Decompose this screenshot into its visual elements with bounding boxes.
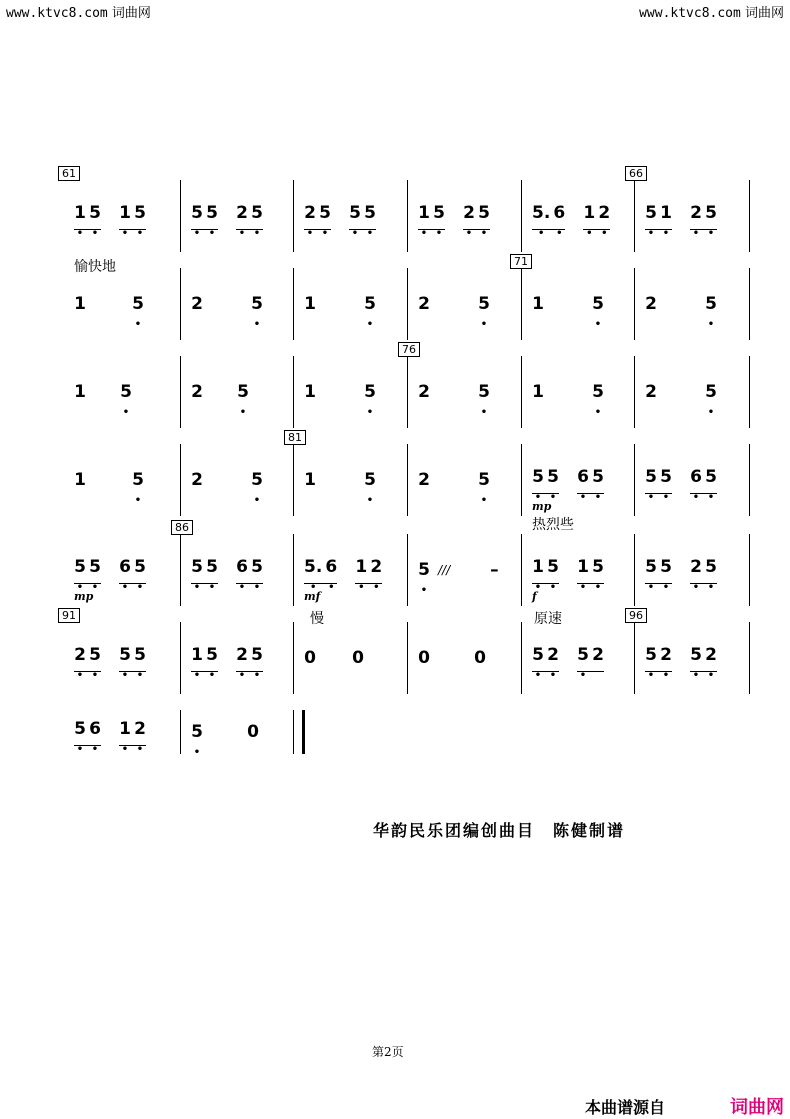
beamed-group — [236, 556, 263, 593]
measure — [634, 444, 748, 516]
measure — [180, 710, 293, 758]
note: 2 — [592, 644, 604, 665]
rehearsal-mark: 66 — [625, 166, 647, 181]
note: 5 • — [364, 202, 376, 239]
beamed-group — [191, 644, 218, 681]
measure — [175, 521, 293, 606]
note: 5. • — [304, 556, 323, 593]
note: 2 — [645, 294, 657, 314]
note: 2 • — [463, 202, 475, 239]
beamed-group — [119, 202, 146, 239]
note: 5 • — [478, 202, 490, 239]
beamed-group — [645, 644, 672, 681]
note: 5 • — [132, 470, 144, 506]
note: 6 • — [325, 556, 338, 593]
beamed-group — [74, 202, 101, 239]
note: 5 • — [690, 644, 702, 681]
note: 2 — [191, 382, 203, 402]
beamed-group — [74, 644, 101, 681]
note: 5 • — [319, 202, 331, 239]
note: 1 • — [119, 718, 131, 755]
note: 0 — [247, 722, 259, 742]
beamed-group — [532, 644, 559, 681]
note: 5 • — [364, 382, 376, 418]
measure — [407, 444, 521, 516]
note: 5 • — [251, 644, 263, 681]
note: 6 • — [119, 556, 131, 593]
beamed-group — [418, 202, 445, 239]
note: 2 — [418, 294, 430, 314]
measure — [293, 611, 407, 694]
note: 5 • — [478, 294, 490, 330]
beamed-group — [119, 718, 146, 755]
note: 5 • — [592, 294, 604, 330]
note: 2 • — [690, 202, 702, 239]
beamed-group — [532, 466, 559, 513]
measure — [521, 180, 634, 252]
note: 0 — [474, 648, 486, 668]
beamed-group — [690, 202, 717, 239]
score-row-4 — [0, 431, 790, 534]
note: 1 — [532, 294, 544, 314]
note: 5 • — [132, 294, 144, 330]
note: 5 • — [74, 556, 86, 593]
beamed-group — [583, 202, 611, 239]
beamed-group — [577, 466, 604, 503]
note: 6 • — [236, 556, 248, 593]
measure — [521, 444, 634, 516]
measure — [407, 268, 521, 340]
note: 5 • — [251, 556, 263, 593]
measure — [74, 534, 180, 606]
measure — [514, 255, 634, 340]
note: 2 — [191, 294, 203, 314]
note: 5 • — [191, 202, 203, 239]
note: 5 • — [134, 556, 146, 593]
page-number: 第2页 — [372, 1045, 404, 1059]
note: 2 • — [547, 644, 559, 681]
note: 2 • — [74, 644, 86, 681]
note: 5. • — [532, 202, 551, 239]
score-row-2 — [0, 255, 790, 358]
note: 5 • — [577, 644, 589, 681]
note: 2 • — [705, 644, 717, 681]
note: 5 • — [364, 470, 376, 506]
note: 1 • — [119, 202, 131, 239]
beamed-group — [74, 556, 101, 603]
note: 5 • — [645, 466, 657, 503]
source-site-logo: 词曲网 — [730, 1097, 784, 1118]
measure — [74, 710, 180, 754]
note: 5 • — [191, 556, 203, 593]
note: 1 • — [660, 202, 672, 239]
measure — [407, 622, 521, 694]
measure — [62, 167, 180, 252]
note: 5 • — [705, 466, 717, 503]
measure — [180, 356, 293, 428]
note: 5 • — [705, 202, 717, 239]
expression-annotation: 热烈些 — [532, 517, 574, 533]
score-row-1 — [0, 167, 790, 270]
note: 2 • — [370, 556, 383, 593]
measure — [629, 609, 748, 694]
beamed-group — [349, 202, 376, 239]
note: 5 • — [532, 644, 544, 681]
note: 1 • — [583, 202, 596, 239]
note: 5 • — [206, 644, 218, 681]
beamed-group — [690, 644, 717, 681]
measure — [74, 356, 180, 428]
note: 2 — [418, 382, 430, 402]
note: 2 — [191, 470, 203, 490]
note: 5 • — [251, 470, 263, 506]
note: 6 • — [89, 718, 101, 755]
note: 2 • — [598, 202, 611, 239]
watermark-name: 词曲网 — [111, 6, 151, 21]
beamed-group — [645, 466, 672, 503]
rehearsal-mark: 81 — [284, 430, 306, 445]
note: 5 • — [592, 382, 604, 418]
note: 1 • — [191, 644, 203, 681]
rehearsal-mark: 91 — [58, 608, 80, 623]
watermark-domain: www.ktvc8.com — [6, 6, 108, 21]
measure — [293, 268, 407, 340]
measure — [521, 517, 634, 606]
beamed-group — [645, 556, 672, 593]
note: 6 • — [577, 466, 589, 503]
source-label: 本曲谱源自 — [585, 1098, 666, 1117]
beamed-group — [119, 644, 146, 681]
note: 5 • — [89, 556, 101, 593]
measure — [521, 611, 634, 694]
measure — [402, 343, 521, 428]
note: 5 • — [592, 466, 604, 503]
note: 5 • — [478, 470, 490, 506]
beamed-group — [236, 644, 263, 681]
measure — [634, 534, 748, 606]
beamed-group — [191, 202, 218, 239]
rehearsal-mark: 71 — [510, 254, 532, 269]
measure — [180, 268, 293, 340]
watermark-domain: www.ktvc8.com — [639, 6, 741, 21]
note: 2 • — [134, 718, 146, 755]
note: 5 • — [120, 382, 132, 418]
rehearsal-mark: 61 — [58, 166, 80, 181]
watermark-name: 词曲网 — [744, 6, 784, 21]
beamed-group — [577, 644, 604, 681]
note: 5 • — [478, 382, 490, 418]
beamed-group — [304, 202, 331, 239]
beamed-group — [463, 202, 490, 239]
measure — [74, 259, 180, 340]
score-row-6 — [0, 609, 790, 712]
dynamic-mark: mf — [304, 589, 321, 603]
dynamic-mark: mp — [532, 499, 552, 513]
tempo-annotation: 慢 — [310, 611, 324, 627]
measure — [293, 180, 407, 252]
note: 5 • — [660, 556, 672, 593]
score-row-5 — [0, 517, 790, 624]
note: 0 — [418, 648, 430, 668]
measure — [180, 622, 293, 694]
note: 5 • — [89, 644, 101, 681]
note: 5 • — [251, 294, 263, 330]
note: 1 — [74, 294, 86, 314]
rehearsal-mark: 96 — [625, 608, 647, 623]
note: 5 • — [645, 644, 657, 681]
note: 5 • — [433, 202, 445, 239]
note: 2 — [645, 382, 657, 402]
tremolo-mark: /// — [438, 563, 451, 577]
note: 5 • — [206, 556, 218, 593]
note: 5 • — [660, 466, 672, 503]
note: 2 • — [304, 202, 316, 239]
note: 5 • — [532, 466, 544, 503]
watermark-left — [6, 2, 151, 21]
measure — [521, 356, 634, 428]
final-barline — [293, 710, 305, 754]
note: 2 • — [690, 556, 702, 593]
note: 0 — [304, 648, 316, 668]
score-row-7 — [0, 710, 790, 800]
tempo-annotation: 原速 — [534, 611, 562, 627]
note: 5 • — [119, 644, 131, 681]
rehearsal-mark: 86 — [171, 520, 193, 535]
note: 5 • — [705, 294, 717, 330]
note: 1 — [532, 382, 544, 402]
note: 0 — [352, 648, 364, 668]
note: 5 • — [705, 382, 717, 418]
note: 6 • — [553, 202, 566, 239]
note: 5 • — [134, 644, 146, 681]
beamed-group — [191, 556, 218, 593]
measure — [634, 268, 748, 340]
measure — [407, 180, 521, 252]
beamed-group — [355, 556, 383, 593]
note: 5 • — [705, 556, 717, 593]
measure — [293, 534, 407, 606]
note: 2 • — [660, 644, 672, 681]
measure — [293, 356, 407, 428]
beamed-group — [645, 202, 672, 239]
note: 5 • — [89, 202, 101, 239]
note: 1 • — [532, 556, 544, 593]
note: 1 • — [74, 202, 86, 239]
extension-dash: – — [490, 560, 499, 580]
note: 1 • — [577, 556, 589, 593]
dynamic-mark: f — [532, 589, 537, 603]
beamed-group — [532, 202, 566, 239]
note: 2 • — [236, 644, 248, 681]
note: 5 • — [206, 202, 218, 239]
note: 1 — [74, 382, 86, 402]
note: 5 • — [645, 556, 657, 593]
rehearsal-mark: 76 — [398, 342, 420, 357]
measure — [180, 444, 293, 516]
note: 5 • — [74, 718, 86, 755]
beamed-group — [236, 202, 263, 239]
note: 2 — [418, 470, 430, 490]
note: 1 — [304, 470, 316, 490]
measure — [74, 444, 180, 516]
measure — [407, 534, 521, 606]
note: 6 • — [690, 466, 702, 503]
note: 5 • — [237, 382, 249, 418]
note: 5 • — [191, 722, 203, 758]
note: 5 • — [547, 556, 559, 593]
tempo-annotation: 愉快地 — [74, 259, 116, 275]
beamed-group — [119, 556, 146, 593]
note: 5 • — [134, 202, 146, 239]
note: 5 • — [364, 294, 376, 330]
note: 5 • — [547, 466, 559, 503]
measure — [180, 180, 293, 252]
beamed-group — [532, 556, 559, 603]
beamed-group — [690, 466, 717, 503]
score-credit: 华韵民乐团编创曲目 陈健制谱 — [373, 821, 626, 840]
beamed-group — [577, 556, 604, 593]
note: 5 • — [592, 556, 604, 593]
note: 1 — [74, 470, 86, 490]
note: 1 • — [355, 556, 368, 593]
beamed-group — [690, 556, 717, 593]
measure — [288, 431, 407, 516]
measure — [634, 356, 748, 428]
note: 5 • — [251, 202, 263, 239]
measure — [629, 167, 748, 252]
watermark-right — [639, 2, 784, 21]
score-row-3 — [0, 343, 790, 446]
note: 1 • — [418, 202, 430, 239]
note: 2 • — [236, 202, 248, 239]
beamed-group — [74, 718, 101, 755]
measure — [62, 609, 180, 694]
note: 1 — [304, 294, 316, 314]
dynamic-mark: mp — [74, 589, 94, 603]
note: 5 • — [645, 202, 657, 239]
note: 5 • — [418, 560, 430, 596]
beamed-group — [304, 556, 338, 603]
note: 1 — [304, 382, 316, 402]
note: 5 • — [349, 202, 361, 239]
